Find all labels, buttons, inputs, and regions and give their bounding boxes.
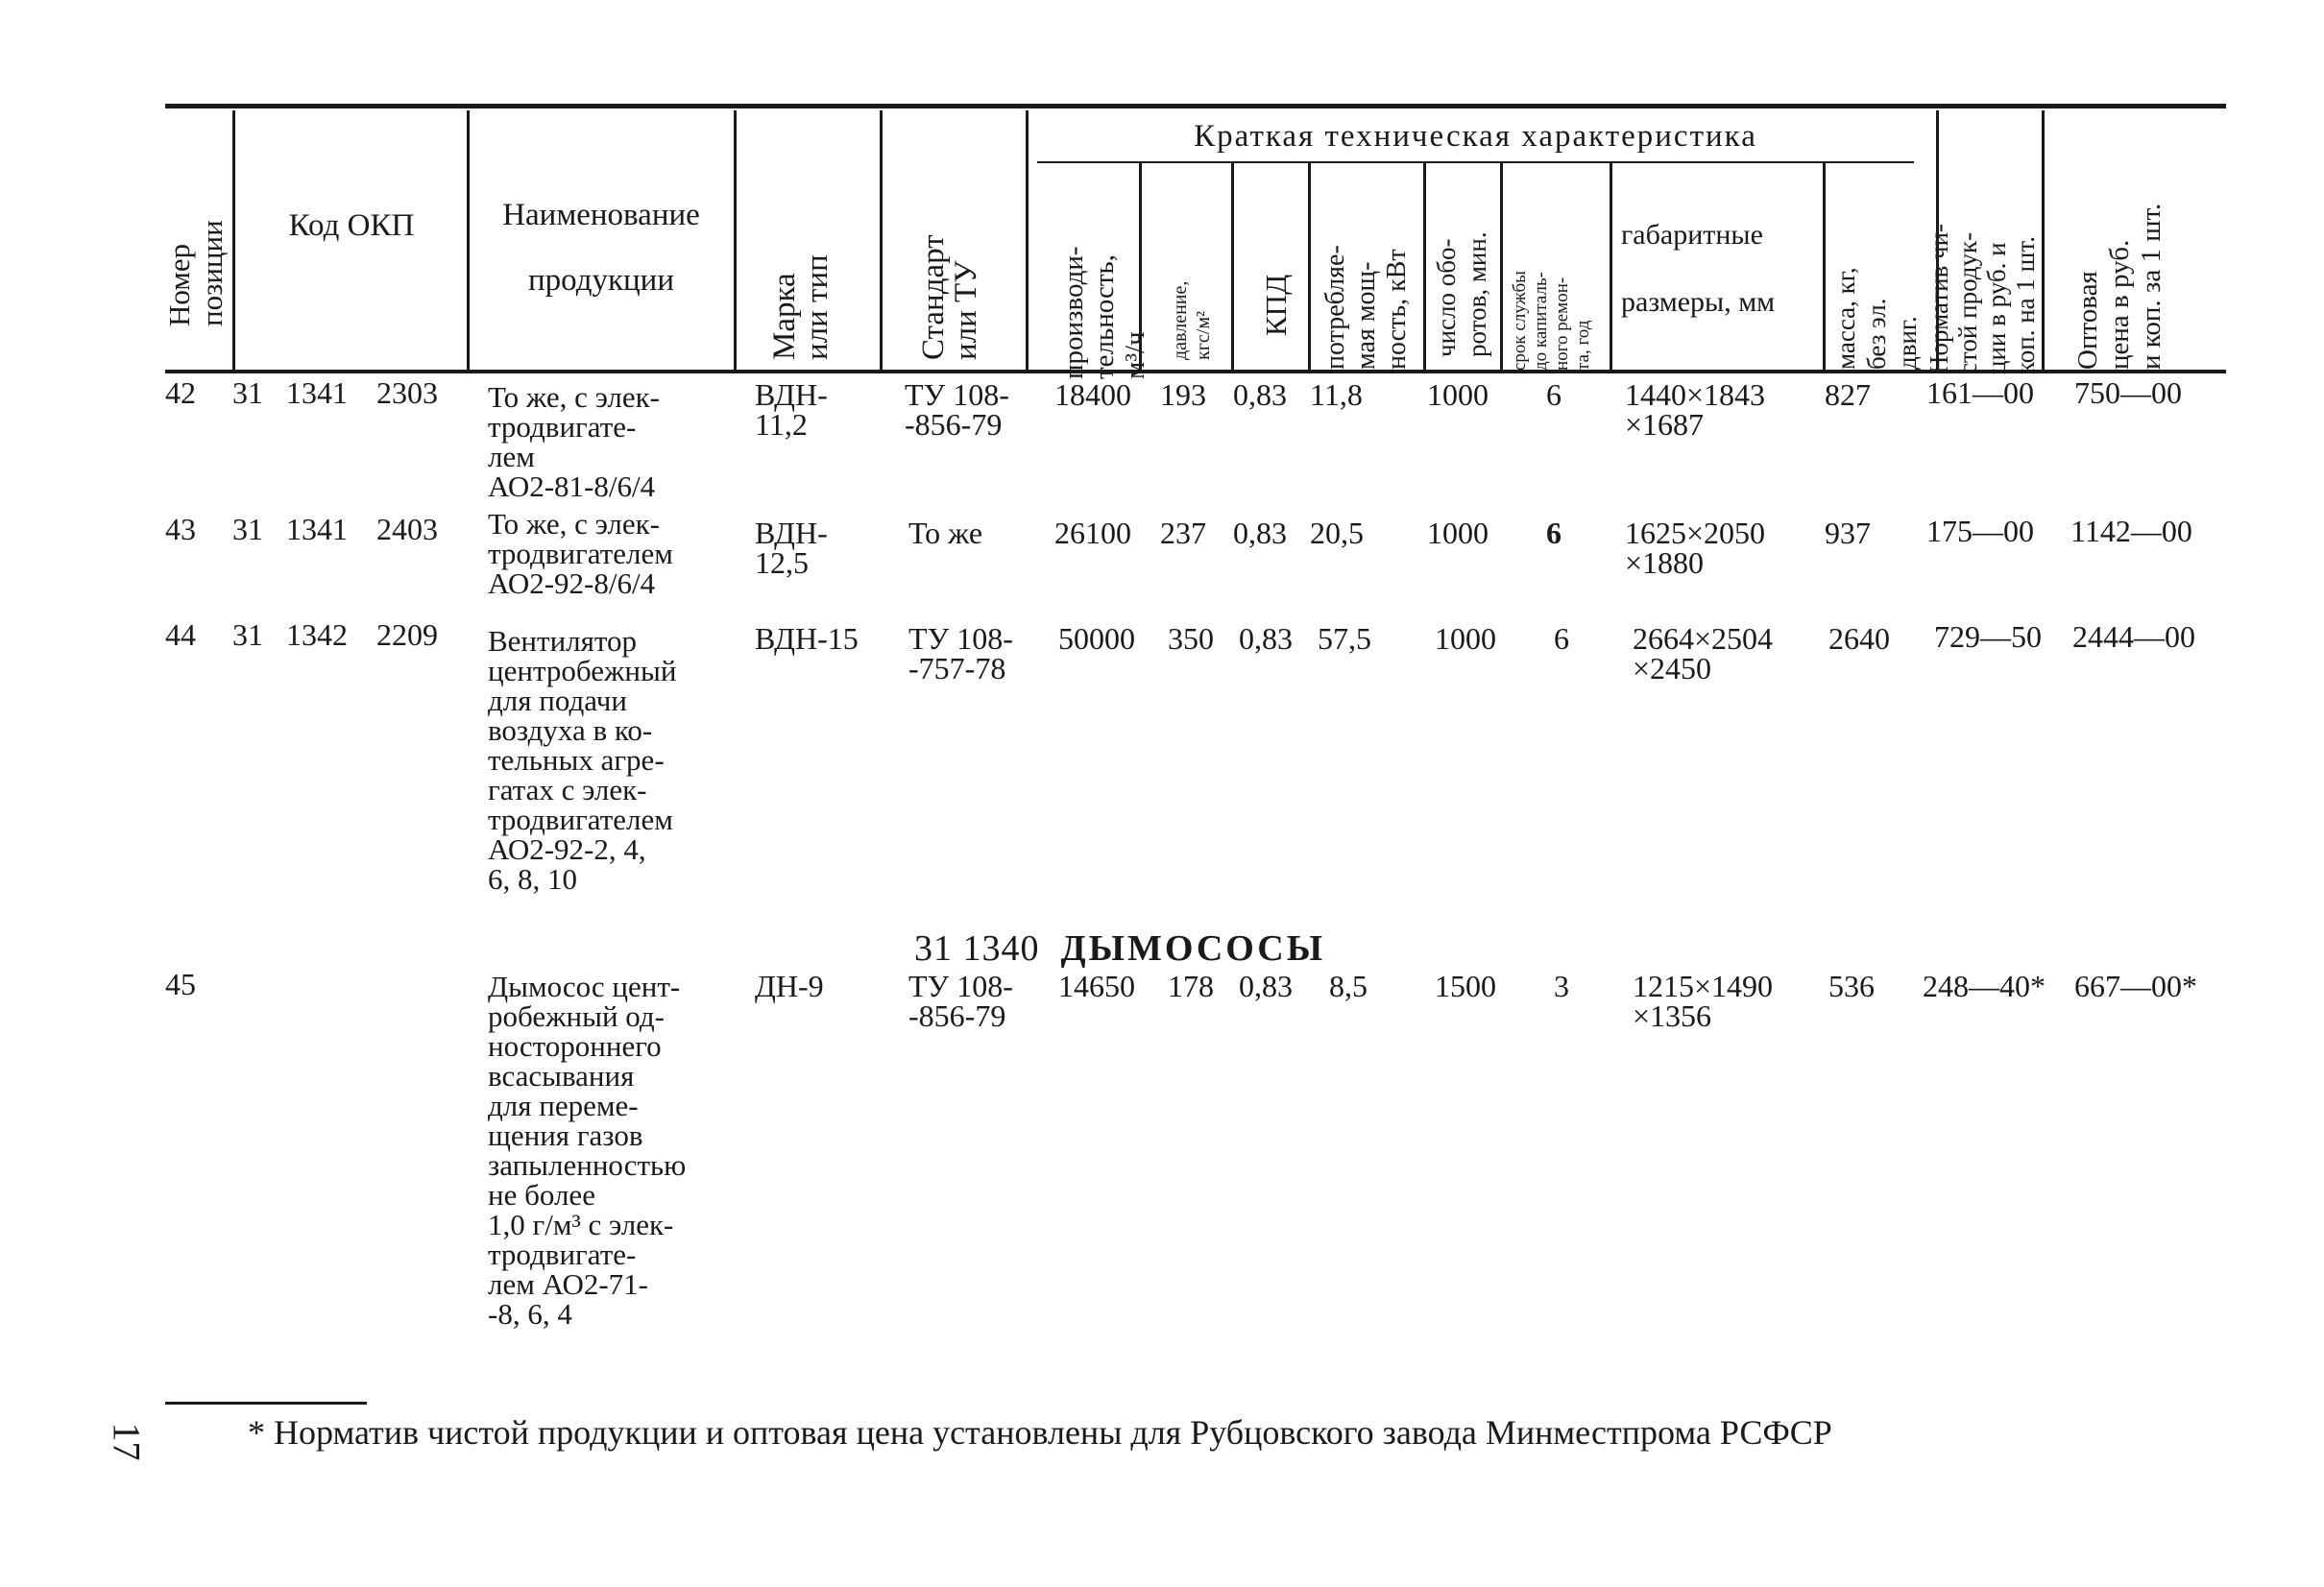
header-characteristics-group: Краткая техническая характеристика	[1194, 119, 1757, 154]
row-productivity: 14650	[1058, 969, 1135, 1003]
row-power: 11,8	[1310, 377, 1363, 412]
row-mass: 827	[1825, 377, 1871, 412]
row-rpm: 1500	[1435, 969, 1496, 1003]
row-service-life: 6	[1554, 621, 1569, 656]
row-brand: ВДН- 11,2	[755, 377, 828, 442]
row-power: 8,5	[1329, 969, 1368, 1003]
row-wholesale-price: 1142—00	[2070, 514, 2192, 548]
header-service-life: срок службы до капиталь- ного ремон- та, год	[1510, 271, 1593, 371]
row-standard: ТУ 108- -856-79	[905, 377, 1009, 442]
row-pressure: 178	[1168, 969, 1214, 1003]
row-rpm: 1000	[1427, 516, 1489, 550]
header-rpm: число обо- ротов, мин.	[1432, 231, 1491, 357]
page-number: 17	[105, 1422, 149, 1461]
row-net-product-norm: 161—00	[1926, 375, 2034, 410]
row-service-life: 6	[1546, 516, 1561, 550]
row-okp-part2: 1341	[286, 512, 348, 546]
row-power: 57,5	[1318, 621, 1371, 656]
column-divider	[1308, 163, 1311, 372]
row-productivity: 18400	[1054, 377, 1131, 412]
characteristics-group-rule	[1037, 161, 1914, 163]
row-brand: ВДН-15	[755, 621, 859, 656]
row-brand: ВДН- 12,5	[755, 516, 828, 580]
row-product-name: Вентилятор центробежный для подачи воздуха в ко- тельных агре- гатах с элек- тродвигателем АО2-92-2, 4, 6, 8, 10	[488, 624, 677, 896]
header-product-name: Наименование продукции	[502, 198, 700, 298]
row-product-name: То же, с элек- тродвигателем АО2-92-8/6/4	[488, 507, 673, 600]
row-wholesale-price: 667—00*	[2074, 969, 2197, 1003]
header-position: Номер позиции	[162, 220, 229, 326]
header-power: потребляе- мая мощ- ность, кВт	[1320, 245, 1412, 370]
row-rpm: 1000	[1435, 621, 1496, 656]
row-standard: То же	[908, 516, 983, 550]
row-position: 43	[165, 512, 196, 546]
column-divider	[232, 110, 235, 372]
row-efficiency: 0,83	[1233, 377, 1287, 412]
row-okp-part1: 31	[232, 375, 263, 410]
row-dimensions: 2664×2504 ×2450	[1633, 621, 1774, 685]
header-wholesale-price: Оптовая цена в руб. и коп. за 1 шт.	[2072, 203, 2167, 370]
row-okp-part3: 2209	[376, 617, 438, 652]
header-productivity: производи- тельность, м³/ч	[1058, 246, 1150, 379]
row-position: 42	[165, 375, 196, 410]
table-top-rule	[165, 104, 2226, 108]
row-efficiency: 0,83	[1239, 621, 1293, 656]
row-pressure: 350	[1168, 621, 1214, 656]
row-mass: 937	[1825, 516, 1871, 550]
row-position: 44	[165, 617, 196, 652]
header-efficiency: КПД	[1259, 274, 1293, 336]
row-efficiency: 0,83	[1239, 969, 1293, 1003]
footnote-rule	[165, 1402, 367, 1405]
row-service-life: 6	[1546, 377, 1561, 412]
header-dimensions: габаритные размеры, мм	[1621, 219, 1776, 318]
row-okp-part3: 2303	[376, 375, 438, 410]
header-net-product-norm: Норматив чи- стой продук- ции в руб. и коп. на 1 шт.	[1925, 223, 2040, 374]
row-dimensions: 1215×1490 ×1356	[1633, 969, 1774, 1033]
row-brand: ДН-9	[755, 969, 824, 1003]
column-divider	[467, 110, 470, 372]
header-pressure: давление, кгс/м²	[1170, 280, 1214, 360]
column-divider	[1026, 110, 1029, 372]
section-title: ДЫМОСОСЫ	[1060, 928, 1326, 969]
row-pressure: 193	[1160, 377, 1206, 412]
row-pressure: 237	[1160, 516, 1206, 550]
header-standard: Стандарт или ТУ	[916, 234, 983, 360]
column-divider	[2042, 110, 2045, 372]
table-header-bottom-rule	[165, 370, 2226, 373]
row-dimensions: 1625×2050 ×1880	[1625, 516, 1766, 580]
row-net-product-norm: 248—40*	[1923, 969, 2046, 1003]
row-product-name: Дымосос цент- робежный од- ностороннего всасывания для переме- щения газов запыленностью не более 1,0 г/м³ с элек- тродвигате- лем АО2-71- -8, 6, 4	[488, 970, 687, 1331]
row-net-product-norm: 175—00	[1926, 514, 2034, 548]
row-wholesale-price: 750—00	[2074, 375, 2182, 410]
row-okp-part1: 31	[232, 512, 263, 546]
row-net-product-norm: 729—50	[1934, 619, 2042, 654]
row-okp-part3: 2403	[376, 512, 438, 546]
row-position: 45	[165, 967, 196, 1001]
row-mass: 536	[1828, 969, 1875, 1003]
header-brand: Марка или тип	[767, 254, 835, 360]
row-standard: ТУ 108- -856-79	[908, 969, 1013, 1033]
row-service-life: 3	[1554, 969, 1569, 1003]
row-okp-part1: 31	[232, 617, 263, 652]
section-heading	[914, 927, 1325, 970]
row-okp-part2: 1342	[286, 617, 348, 652]
header-okp-code: Код ОКП	[288, 208, 415, 243]
section-code: 31 1340	[914, 928, 1040, 969]
column-divider	[1610, 163, 1612, 372]
header-mass: масса, кг, без эл. двиг.	[1831, 267, 1922, 370]
row-dimensions: 1440×1843 ×1687	[1625, 377, 1766, 442]
footnote: * Норматив чистой продукции и оптовая цена установлены для Рубцовского завода Минместпрома РСФСР	[248, 1413, 1832, 1452]
row-power: 20,5	[1310, 516, 1364, 550]
row-productivity: 26100	[1054, 516, 1131, 550]
row-wholesale-price: 2444—00	[2072, 619, 2195, 654]
row-rpm: 1000	[1427, 377, 1489, 412]
row-okp-part2: 1341	[286, 375, 348, 410]
column-divider	[880, 110, 883, 372]
row-product-name: То же, с элек- тродвигате- лем АО2-81-8/6/4	[488, 380, 660, 503]
row-productivity: 50000	[1058, 621, 1135, 656]
row-mass: 2640	[1828, 621, 1890, 656]
row-standard: ТУ 108- -757-78	[908, 621, 1013, 685]
row-efficiency: 0,83	[1233, 516, 1287, 550]
column-divider	[734, 110, 737, 372]
